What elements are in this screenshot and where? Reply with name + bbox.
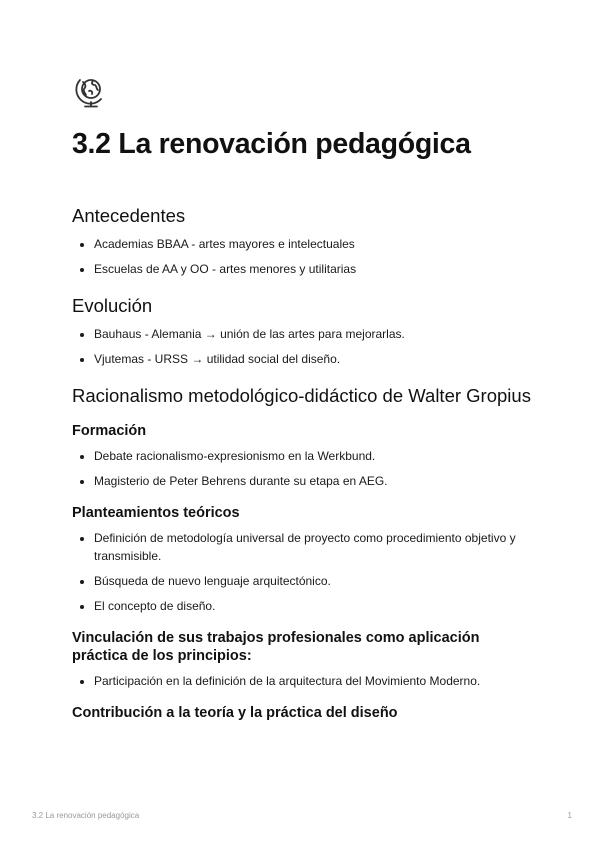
list-formacion [72, 447, 532, 490]
heading-planteamientos: Planteamientos teóricos [72, 505, 240, 521]
list-item: Participación en la definición de la arquitectura del Movimiento Moderno. [94, 672, 532, 690]
page-number: 1 [567, 811, 572, 820]
list-item: Magisterio de Peter Behrens durante su etapa en AEG. [94, 472, 532, 490]
document-content [72, 205, 532, 729]
list-item: Escuelas de AA y OO - artes menores y utilitarias [94, 260, 532, 278]
list-antecedentes [72, 235, 532, 278]
list-item: Definición de metodología universal de proyecto como procedimiento objetivo y transmisible. [94, 529, 532, 565]
page-footer [32, 811, 572, 820]
list-item: Debate racionalismo-expresionismo en la Werkbund. [94, 447, 532, 465]
heading-antecedentes: Antecedentes [72, 205, 186, 226]
list-item: Academias BBAA - artes mayores e intelectuales [94, 235, 532, 253]
heading-formacion: Formación [72, 423, 147, 439]
list-evolucion [72, 325, 532, 368]
heading-vinculacion: Vinculación de sus trabajos profesionales como aplicación práctica de los principios: [72, 630, 480, 664]
list-item: Vjutemas - URSS → utilidad social del diseño. [94, 350, 532, 368]
footer-title: 3.2 La renovación pedagógica [32, 811, 140, 820]
heading-contribucion: Contribución a la teoría y la práctica del diseño [72, 705, 398, 721]
list-item: Búsqueda de nuevo lenguaje arquitectónico. [94, 572, 532, 590]
list-planteamientos [72, 529, 532, 615]
globe-stand-icon [74, 74, 108, 110]
list-item: Bauhaus - Alemania → unión de las artes para mejorarlas. [94, 325, 532, 343]
heading-evolucion: Evolución [72, 295, 153, 316]
list-vinculacion [72, 672, 532, 690]
heading-racionalismo: Racionalismo metodológico-didáctico de Walter Gropius [72, 385, 531, 406]
page-title: 3.2 La renovación pedagógica [72, 128, 471, 160]
list-item: El concepto de diseño. [94, 597, 532, 615]
